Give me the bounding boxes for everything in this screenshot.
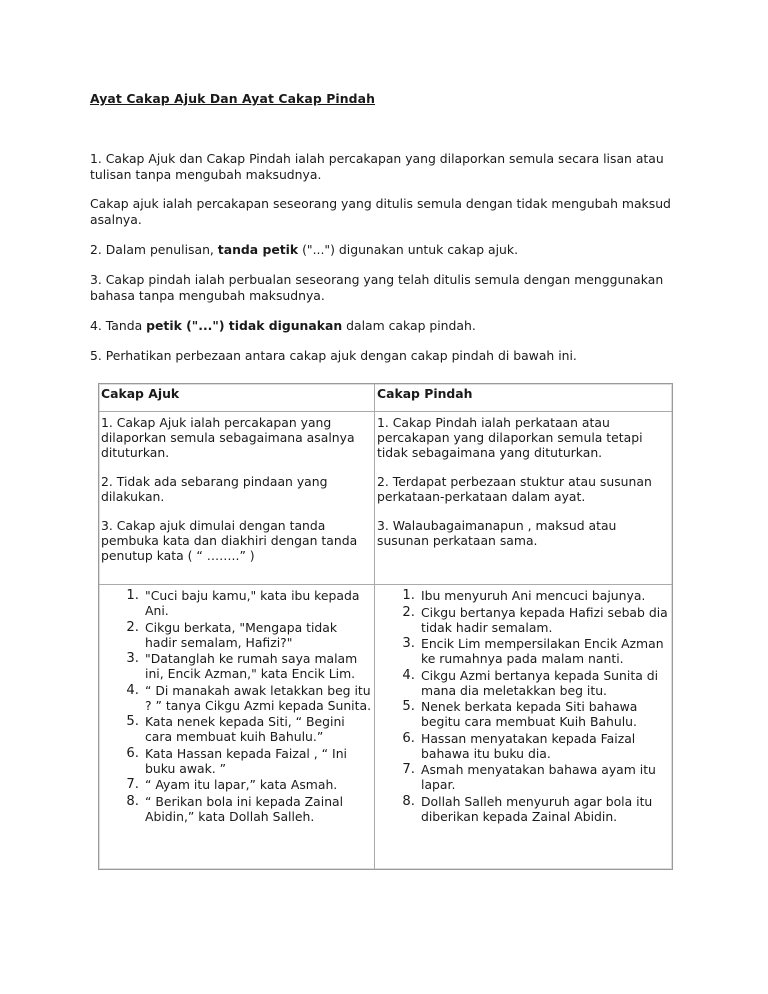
paragraph-5 — [90, 318, 680, 334]
paragraph-5-pre: 4. Tanda — [90, 318, 147, 333]
ajuk-point-1: 1. Cakap Ajuk ialah percakapan yang dilaporkan semula sebagaimana asalnya dituturkan. — [101, 415, 355, 460]
table-row-examples — [99, 584, 672, 869]
paragraph-5-bold: petik ("...") tidak digunakan — [146, 318, 343, 333]
header-cakap-ajuk: Cakap Ajuk — [99, 384, 375, 411]
paragraph-4: 3. Cakap pindah ialah perbualan seseorang yang telah ditulis semula dengan menggunakan bahasa tanpa mengubah maksudnya. — [90, 272, 664, 303]
list-item: “ Berikan bola ini kepada Zainal Abidin,” kata Dollah Salleh. — [145, 793, 344, 824]
paragraph-3-bold: tanda petik — [217, 242, 299, 257]
paragraph-3-pre: 2. Dalam penulisan, — [90, 242, 218, 257]
table-row-definitions — [99, 411, 672, 584]
ajuk-example-list — [101, 588, 372, 824]
list-item: Kata nenek kepada Siti, “ Begini cara membuat kuih Bahulu.” — [145, 714, 345, 744]
paragraph-2: Cakap ajuk ialah percakapan seseorang yang ditulis semula dengan tidak mengubah maksud asalnya. — [90, 196, 671, 227]
pindah-point-3: 3. Walaubagaimanapun , maksud atau susunan perkataan sama. — [377, 518, 617, 548]
list-item: “ Ayam itu lapar,” kata Asmah. — [145, 777, 338, 792]
paragraph-3-post: ("...") digunakan untuk cakap ajuk. — [298, 242, 519, 257]
list-item: Cikgu bertanya kepada Hafizi sebab dia tidak hadir semalam. — [421, 604, 668, 635]
cakap-ajuk-examples — [99, 585, 375, 869]
list-item: Encik Lim mempersilakan Encik Azman ke rumahnya pada malam nanti. — [421, 636, 664, 666]
comparison-table — [98, 383, 673, 870]
paragraph-3 — [90, 242, 680, 258]
pindah-example-list — [377, 588, 668, 824]
header-cakap-pindah: Cakap Pindah — [377, 386, 473, 401]
pindah-point-2: 2. Terdapat perbezaan stuktur atau susunan perkataan-perkataan dalam ayat. — [377, 474, 652, 504]
list-item: Dollah Salleh menyuruh agar bola itu diberikan kepada Zainal Abidin. — [421, 793, 653, 824]
list-item: Cikgu berkata, "Mengapa tidak hadir semalam, Hafizi?" — [145, 619, 338, 650]
list-item: "Cuci baju kamu," kata ibu kepada Ani. — [145, 588, 360, 618]
list-item: “ Di manakah awak letakkan beg itu ? ” tanya Cikgu Azmi kepada Sunita. — [145, 682, 372, 713]
list-item: Ibu menyuruh Ani mencuci bajunya. — [421, 588, 646, 603]
list-item: Cikgu Azmi bertanya kepada Sunita di mana dia meletakkan beg itu. — [421, 667, 659, 698]
paragraph-1: 1. Cakap Ajuk dan Cakap Pindah ialah percakapan yang dilaporkan semula secara lisan atau tulisan tanpa mengubah maksudnya. — [90, 151, 664, 182]
paragraph-6: 5. Perhatikan perbezaan antara cakap ajuk dengan cakap pindah di bawah ini. — [90, 348, 577, 363]
cakap-pindah-examples — [375, 585, 670, 869]
list-item: Kata Hassan kepada Faizal , “ Ini buku awak. ” — [145, 745, 347, 776]
pindah-point-1: 1. Cakap Pindah ialah perkataan atau percakapan yang dilaporkan semula tetapi tidak sebagaimana yang dituturkan. — [377, 415, 643, 460]
document-title: Ayat Cakap Ajuk Dan Ayat Cakap Pindah — [90, 91, 376, 106]
ajuk-point-2: 2. Tidak ada sebarang pindaan yang dilakukan. — [101, 474, 328, 504]
list-item: "Datanglah ke rumah saya malam ini, Encik Azman," kata Encik Lim. — [145, 651, 358, 681]
table-header-row — [99, 384, 672, 411]
list-item: Asmah menyatakan bahawa ayam itu lapar. — [421, 762, 656, 792]
list-item: Nenek berkata kepada Siti bahawa begitu cara membuat Kuih Bahulu. — [421, 699, 638, 729]
ajuk-point-3: 3. Cakap ajuk dimulai dengan tanda pembuka kata dan diakhiri dengan tanda penutup kata ( “ ……..” ) — [101, 518, 358, 563]
paragraph-5-post: dalam cakap pindah. — [342, 318, 476, 333]
list-item: Hassan menyatakan kepada Faizal bahawa itu buku dia. — [421, 730, 636, 761]
cakap-ajuk-definitions — [99, 412, 375, 584]
cakap-pindah-definitions — [375, 412, 670, 584]
